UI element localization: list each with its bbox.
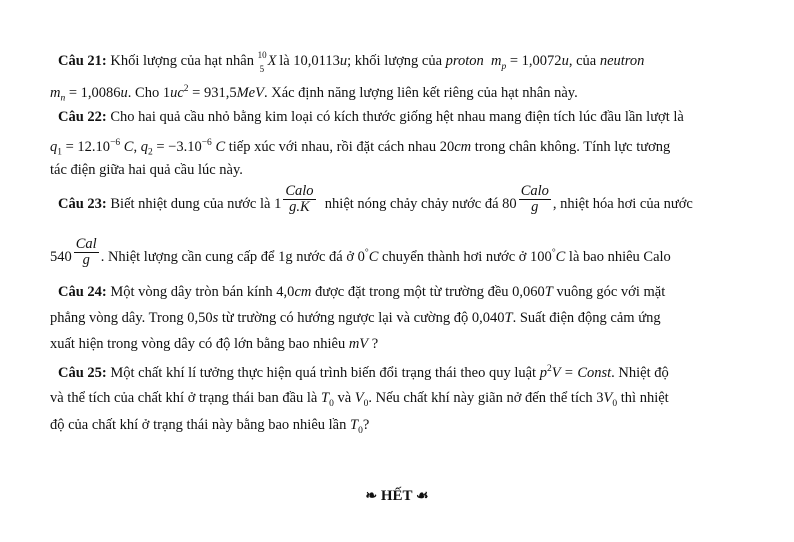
mn-symbol: m	[50, 84, 61, 101]
fraction-numerator: Calo	[285, 183, 314, 199]
fraction-denominator: g	[531, 199, 539, 215]
q24-text-c: vuông góc với mặt	[552, 284, 666, 300]
q23-text-f: là bao nhiêu Calo	[565, 248, 671, 265]
q25-text-g: ?	[362, 417, 370, 433]
q23-text-d: . Nhiệt lượng cần cung cấp để 1g nước đá ở 0	[100, 248, 365, 265]
nuclide-atomic-number: 5	[259, 64, 265, 74]
unit-u: u	[120, 84, 128, 101]
q1-exponent: −6	[110, 138, 121, 148]
volume-subscript: 0	[363, 398, 369, 409]
q23-text-e: chuyển thành hơi nước ở 100	[378, 248, 552, 265]
mp-symbol: m	[491, 53, 502, 69]
q25-text-e: thì nhiệt	[617, 390, 669, 406]
conjunction: và	[333, 390, 355, 406]
temperature-subscript: 0	[358, 425, 363, 436]
q21-text-f: = 931,5	[188, 84, 237, 101]
unit-second: s	[212, 310, 219, 326]
degree-sign: °	[551, 248, 556, 258]
q25-text-f: độ của chất khí ở trạng thái này bằng bao nhiêu lần	[50, 417, 350, 433]
mp-value: = 1,0072	[506, 53, 562, 69]
q22-text-c: trong chân không. Tính lực tương	[471, 138, 671, 155]
unit-celsius: C	[368, 248, 379, 265]
fraction-calo-per-g	[519, 184, 551, 215]
q23-text-b: nhiệt nóng chảy chảy nước đá 80	[321, 195, 517, 212]
unit-tesla: T	[544, 284, 553, 300]
q22-label: Câu 22:	[58, 109, 107, 125]
volume-subscript: 0	[612, 398, 618, 409]
q24-line-1	[58, 283, 746, 301]
unit-u: u	[561, 53, 569, 69]
q21-text-c: ; khối lượng của	[347, 53, 446, 69]
q25-line-2	[50, 389, 746, 413]
temperature-subscript: 0	[329, 398, 334, 409]
uc-power: 2	[183, 84, 189, 94]
q21-label: Câu 21:	[58, 53, 107, 69]
unit-u: u	[339, 53, 348, 69]
q24-text-g: xuất hiện trong vòng dây có độ lớn bằng bao nhiêu	[50, 336, 349, 352]
pressure-power: 2	[546, 364, 552, 374]
q22-text-a: Cho hai quả cầu nhỏ bằng kim loại có kích thước giống hệt nhau mang điện tích lúc đầu lần lượt là	[106, 109, 684, 125]
q2-value: = −3.10	[152, 138, 202, 155]
fraction-denominator: g.K	[289, 199, 310, 215]
q25-label: Câu 25:	[58, 364, 107, 381]
q23-line-2	[50, 236, 746, 268]
right-ornament-icon: ☙	[416, 489, 429, 504]
q25-text-b: . Nhiệt độ	[611, 364, 669, 381]
q25-line-1	[58, 360, 746, 382]
left-ornament-icon: ❧	[365, 489, 378, 504]
q22-text-b: tiếp xúc với nhau, rồi đặt cách nhau	[225, 138, 440, 155]
unit-cm: cm	[294, 284, 312, 300]
q24-text-a: Một vòng dây tròn bán kính 4,0	[106, 284, 295, 300]
q23-text-c: , nhiệt hóa hơi của nước	[552, 195, 693, 212]
uc-symbol: uc	[170, 84, 184, 101]
q21-text-b: là 10,0113	[275, 53, 340, 69]
q24-text-b: được đặt trong một từ trường đều 0,060	[311, 284, 545, 300]
proton-word: proton	[445, 53, 484, 69]
q25-text-c: và thể tích của chất khí ở trạng thái ban đầu là	[50, 390, 321, 406]
q1-value: = 12.10	[62, 138, 111, 155]
q2-subscript: 2	[147, 147, 153, 158]
q21-text-a: Khối lượng của hạt nhân	[106, 53, 258, 69]
mn-value: = 1,0086	[65, 84, 121, 101]
nuclide-letter: X	[267, 53, 277, 69]
q21-line-2	[50, 80, 746, 108]
volume-symbol: V	[603, 390, 613, 406]
q24-line-2	[50, 309, 746, 327]
nuclide-mass-number: 10	[257, 50, 267, 60]
q24-text-f: . Suất điện động cảm ứng	[512, 310, 661, 326]
q21-text-e: . Cho 1	[127, 84, 171, 101]
q1-subscript: 1	[57, 147, 62, 158]
q22-line-3	[50, 161, 746, 179]
q21-text-g: . Xác định năng lượng liên kết riêng của hạt nhân này.	[263, 84, 578, 101]
q25-text-d: . Nếu chất khí này giãn nở đến thể tích 3	[368, 390, 604, 406]
mn-subscript: n	[60, 93, 66, 104]
fraction-numerator: Cal	[75, 236, 97, 252]
q23-label: Câu 23:	[58, 195, 107, 212]
process-law: V = Const	[551, 364, 612, 381]
unit-millivolt: mV	[348, 336, 369, 352]
q2-exponent: −6	[201, 138, 212, 148]
q21-line-1	[58, 52, 746, 76]
volume-symbol: V	[354, 390, 364, 406]
distance-value: 20	[439, 138, 455, 155]
end-text: HẾT	[380, 488, 413, 504]
q2-symbol: q	[140, 138, 148, 155]
q22-text-d: tác điện giữa hai quả cầu lúc này.	[50, 162, 243, 178]
unit-tesla: T	[504, 310, 513, 326]
unit-coulomb: C	[120, 138, 134, 155]
q1-symbol: q	[50, 138, 58, 155]
q22-line-2	[50, 134, 746, 162]
nuclide-symbol	[257, 50, 277, 74]
fraction-denominator: g	[82, 252, 90, 268]
q21-text-d: , của	[568, 53, 600, 69]
temperature-symbol: T	[320, 390, 330, 406]
temperature-symbol: T	[350, 417, 359, 433]
degree-sign: °	[364, 248, 369, 258]
fraction-numerator: Calo	[520, 183, 549, 199]
mp-subscript: p	[501, 61, 507, 72]
pressure-symbol: p	[539, 364, 547, 381]
q24-text-d: phẳng vòng dây. Trong 0,50	[50, 310, 213, 326]
unit-cm: cm	[454, 138, 472, 155]
q24-text-h: ?	[368, 336, 379, 352]
comma: ,	[133, 138, 141, 155]
vaporization-value: 540	[50, 248, 72, 265]
unit-coulomb: C	[211, 138, 226, 155]
end-marker	[0, 488, 794, 505]
q24-line-3	[50, 335, 746, 353]
q25-text-a: Một chất khí lí tưởng thực hiện quá trình biến đổi trạng thái theo quy luật	[106, 364, 540, 381]
neutron-word: neutron	[599, 53, 645, 69]
q25-line-3	[50, 416, 746, 440]
q22-line-1	[58, 108, 746, 126]
unit-celsius: C	[555, 248, 566, 265]
q24-text-e: từ trường có hướng ngược lại và cường độ 0,040	[218, 310, 505, 326]
fraction-cal-per-g	[74, 237, 99, 268]
q24-label: Câu 24:	[58, 284, 107, 300]
q23-line-1	[58, 183, 746, 215]
unit-mev: MeV	[236, 84, 264, 101]
q23-text-a: Biết nhiệt dung của nước là 1	[106, 195, 282, 212]
fraction-calo-per-gK	[283, 184, 315, 215]
